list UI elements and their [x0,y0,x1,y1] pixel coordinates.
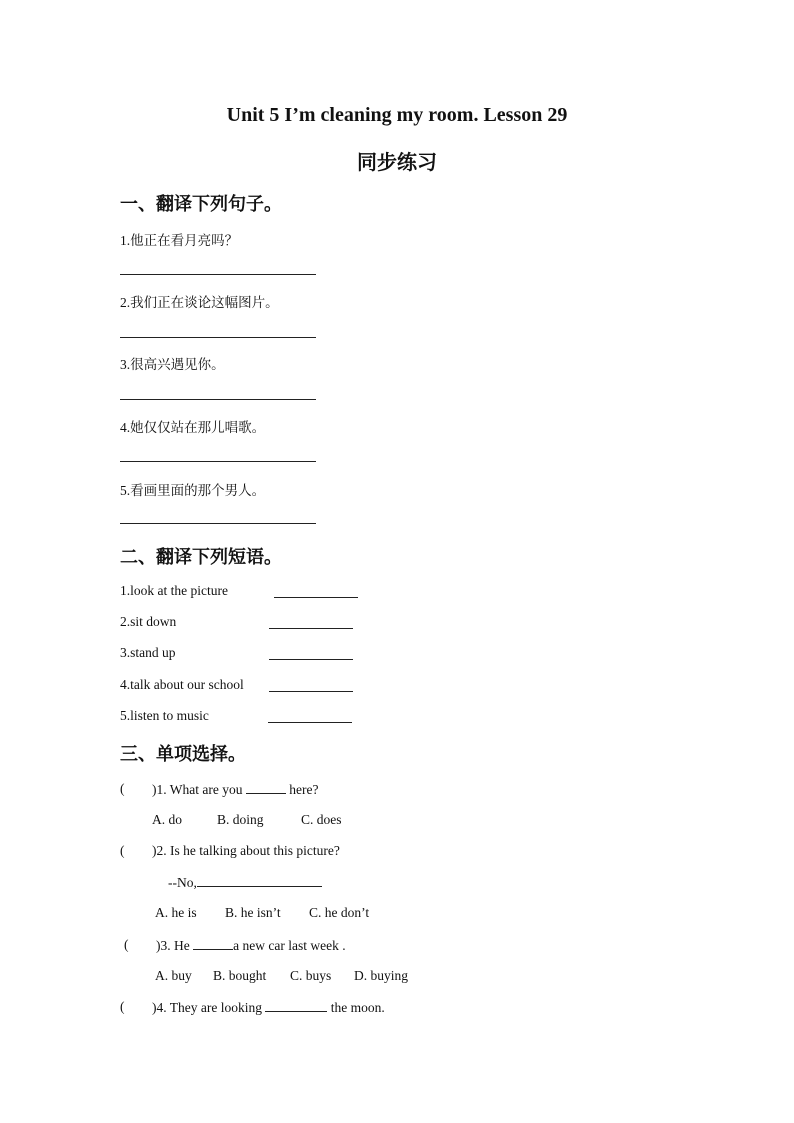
q3-text: )3. He [156,938,190,953]
q1-option-c[interactable]: C. does [301,812,342,827]
section2-heading: 二、翻译下列短语。 [120,547,282,567]
q1-open-paren: ( [120,781,125,796]
section2-item-5: 5.listen to music [120,708,209,723]
section1-item-1: 1.他正在看月亮吗？ [120,233,239,248]
answer-line-4[interactable] [120,461,316,462]
page-subtitle: 同步练习 [357,152,437,174]
phrase-line-4[interactable] [269,691,353,692]
q1-text: )1. What are you [152,782,243,797]
answer-line-5[interactable] [120,523,316,524]
q2-option-c[interactable]: C. he don’t [309,905,370,920]
section1-item-4: 4.她仅仅站在那儿唱歌。 [120,420,266,435]
section1-item-5: 5.看画里面的那个男人。 [120,483,266,498]
q4-open-paren: ( [120,999,125,1014]
q3-blank[interactable] [193,937,233,950]
q2-answer-blank[interactable] [197,874,322,887]
phrase-line-2[interactable] [269,628,353,629]
section2-item-1: 1.look at the picture [120,583,228,598]
q2-answer [168,874,322,891]
q4-blank[interactable] [265,999,327,1012]
phrase-line-1[interactable] [274,597,358,598]
question-4 [152,999,385,1016]
section1-item-3: 3.很高兴遇见你。 [120,357,225,372]
phrase-line-5[interactable] [268,722,352,723]
q4-tail: the moon. [330,1000,385,1015]
q1-blank[interactable] [246,781,286,794]
answer-line-1[interactable] [120,274,316,275]
phrase-line-3[interactable] [269,659,353,660]
q3-tail: a new car last week . [233,938,346,953]
q3-option-a[interactable]: A. buy [155,968,192,983]
q3-option-d[interactable]: D. buying [354,968,408,983]
question-3 [156,937,346,954]
section2-item-2: 2.sit down [120,614,177,629]
q1-tail: here? [289,782,319,797]
q2-open-paren: ( [120,843,125,858]
page-title: Unit 5 I’m cleaning my room. Lesson 29 [226,104,568,126]
answer-line-2[interactable] [120,337,316,338]
q2-text: )2. Is he talking about this picture? [152,843,340,858]
q3-option-c[interactable]: C. buys [290,968,332,983]
q2-answer-label: --No, [168,875,197,890]
section2-item-4: 4.talk about our school [120,677,244,692]
q4-text: )4. They are looking [152,1000,262,1015]
q2-option-b[interactable]: B. he isn’t [225,905,281,920]
q3-open-paren: ( [124,937,129,952]
question-1 [152,781,318,798]
section1-item-2: 2.我们正在谈论这幅图片。 [120,295,279,310]
q1-option-a[interactable]: A. do [152,812,182,827]
q2-option-a[interactable]: A. he is [155,905,197,920]
section1-heading: 一、翻译下列句子。 [120,194,282,214]
answer-line-3[interactable] [120,399,316,400]
section3-heading: 三、单项选择。 [120,744,246,764]
section2-item-3: 3.stand up [120,645,176,660]
q1-option-b[interactable]: B. doing [217,812,264,827]
q3-option-b[interactable]: B. bought [213,968,267,983]
